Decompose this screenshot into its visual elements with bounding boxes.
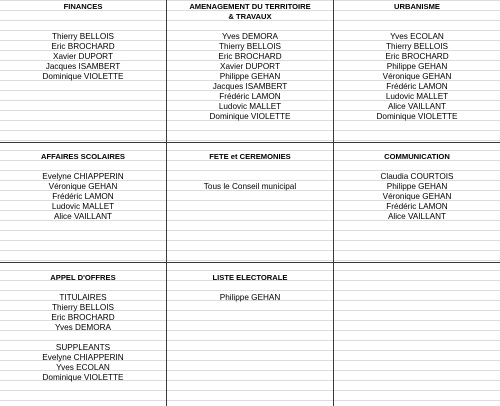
member-name: Thierry BELLOIS: [219, 42, 281, 51]
member-name: Xavier DUPORT: [220, 62, 280, 71]
member-name: Dominique VIOLETTE: [42, 373, 124, 382]
suppleants-list: [0, 343, 166, 383]
member-name: Alice VAILLANT: [387, 212, 447, 221]
member-name: Alice VAILLANT: [53, 212, 113, 221]
member-name: Frédéric LAMON: [219, 92, 281, 101]
titulaires-list: [0, 293, 166, 333]
section-fete-ceremonies: [167, 152, 333, 192]
member-name: Jacques ISAMBERT: [45, 62, 121, 71]
section-finances: [0, 2, 166, 82]
section-liste-electorale: [167, 273, 333, 303]
member-name: Ludovic MALLET: [385, 92, 449, 101]
member-name: Philippe GEHAN: [386, 62, 448, 71]
suppleants-label: SUPPLEANTS: [55, 343, 111, 352]
section-title: AFFAIRES SCOLAIRES: [41, 152, 125, 161]
member-name: Yves DEMORA: [222, 32, 278, 41]
member-list: [167, 32, 333, 122]
section-title: LISTE ELECTORALE: [212, 273, 288, 282]
member-name: Yves DEMORA: [55, 323, 111, 332]
section-title: URBANISME: [394, 2, 440, 11]
member-name: Véronique GEHAN: [382, 72, 452, 81]
member-name: Thierry BELLOIS: [52, 32, 114, 41]
member-name: Yves ECOLAN: [390, 32, 444, 41]
member-name: Claudia COURTOIS: [380, 172, 454, 181]
member-name: Ludovic MALLET: [51, 202, 115, 211]
section-title: APPEL D'OFFRES: [50, 273, 116, 282]
member-name: Dominique VIOLETTE: [376, 112, 458, 121]
member-list: [334, 32, 500, 122]
member-name: Xavier DUPORT: [53, 52, 113, 61]
member-name: Véronique GEHAN: [48, 182, 118, 191]
member-list: [167, 182, 333, 192]
section-communication: [334, 152, 500, 222]
member-name: Evelyne CHIAPPERIN: [42, 353, 124, 362]
member-name: Eric BROCHARD: [218, 52, 282, 61]
member-name: Yves ECOLAN: [56, 363, 110, 372]
member-name: Eric BROCHARD: [385, 52, 449, 61]
section-title: COMMUNICATION: [384, 152, 450, 161]
member-list: [334, 172, 500, 222]
member-name: Evelyne CHIAPPERIN: [42, 172, 124, 181]
member-name: Frédéric LAMON: [386, 202, 448, 211]
member-name: Alice VAILLANT: [387, 102, 447, 111]
member-name: Dominique VIOLETTE: [209, 112, 291, 121]
member-list: [0, 32, 166, 82]
section-title: FETE et CEREMONIES: [209, 152, 291, 161]
member-name: Dominique VIOLETTE: [42, 72, 124, 81]
section-title: AMENAGEMENT DU TERRITOIRE: [189, 2, 311, 11]
member-name: Philippe GEHAN: [386, 182, 448, 191]
member-name: Thierry BELLOIS: [52, 303, 114, 312]
section-affaires-scolaires: [0, 152, 166, 222]
section-appel-offres: [0, 273, 166, 383]
member-name: Philippe GEHAN: [219, 293, 281, 302]
row-divider: [0, 142, 500, 143]
member-name: Frédéric LAMON: [52, 192, 114, 201]
member-name: Tous le Conseil municipal: [203, 182, 297, 191]
member-list: [0, 172, 166, 222]
member-name: Eric BROCHARD: [51, 42, 115, 51]
member-name: Eric BROCHARD: [51, 313, 115, 322]
section-title-line-2: & TRAVAUX: [228, 12, 272, 21]
member-name: Frédéric LAMON: [386, 82, 448, 91]
section-amenagement: [167, 2, 333, 122]
member-name: Thierry BELLOIS: [386, 42, 448, 51]
member-name: Ludovic MALLET: [218, 102, 282, 111]
member-name: Philippe GEHAN: [219, 72, 281, 81]
section-urbanisme: [334, 2, 500, 122]
section-title: FINANCES: [63, 2, 103, 11]
member-list: [167, 293, 333, 303]
member-name: Jacques ISAMBERT: [212, 82, 288, 91]
member-name: Véronique GEHAN: [382, 192, 452, 201]
titulaires-label: TITULAIRES: [59, 293, 107, 302]
row-divider: [0, 262, 500, 263]
